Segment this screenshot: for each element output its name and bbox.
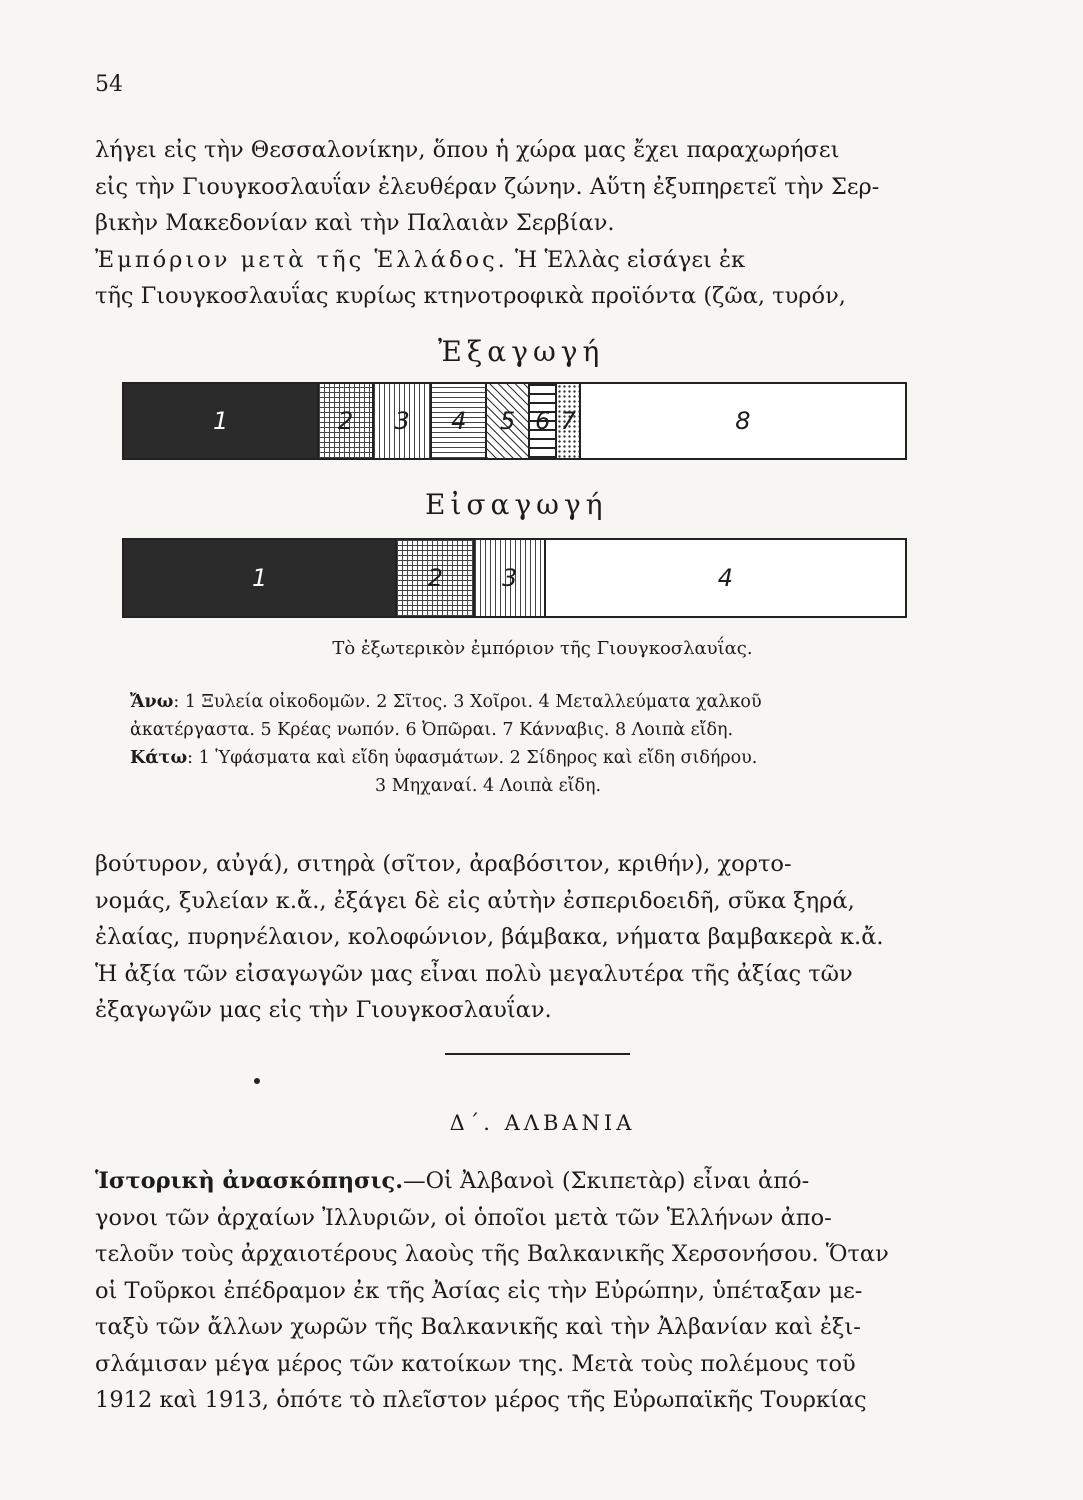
import-chart-title: Εἰσαγωγή <box>425 488 608 521</box>
text-line: γονοι τῶν ἀρχαίων Ἰλλυριῶν, οἱ ὁποῖοι μετὰ τῶν Ἑλλήνων ἀπο- <box>95 1204 832 1231</box>
history-paragraph <box>95 1163 990 1419</box>
history-line1-rest: —Οἱ Ἀλβανοὶ (Σκιπετὰρ) εἶναι ἀπό- <box>403 1168 810 1194</box>
import-segment-3 <box>475 540 545 616</box>
trade-heading: Ἐμπόριον μετὰ τῆς Ἑλλάδος. <box>95 246 508 273</box>
export-bar <box>122 382 907 460</box>
legend-up-text: : 1 Ξυλεία οἰκοδομῶν. 2 Σῖτος. 3 Χοῖροι. 4 Μεταλλεύματα χαλκοῦ <box>173 692 762 712</box>
text-line: λήγει εἰς τὴν Θεσσαλονίκην, ὅπου ἡ χώρα μας ἔχει παραχωρήσει <box>95 137 840 163</box>
import-segment-label: 1 <box>252 564 268 592</box>
import-segment-label: 3 <box>501 564 518 592</box>
export-segment-5 <box>487 384 530 458</box>
import-segment-1 <box>124 540 397 616</box>
text-line: ἐξαγωγῶν μας εἰς τὴν Γιουγκοσλαυΐαν. <box>95 997 552 1023</box>
text-line: ταξὺ τῶν ἄλλων χωρῶν τῆς Βαλκανικῆς καὶ τὴν Ἀλβανίαν καὶ ἐξι- <box>95 1314 861 1340</box>
export-segment-label: 4 <box>451 407 467 435</box>
import-segment-4 <box>546 540 905 616</box>
text-line: 1912 καὶ 1913, ὁπότε τὸ πλεῖστον μέρος τῆς Εὐρωπαϊκῆς Τουρκίας <box>95 1387 867 1413</box>
text-line: Ἡ ἀξία τῶν εἰσαγωγῶν μας εἶναι πολὺ μεγαλυτέρα τῆς ἀξίας τῶν <box>95 960 853 987</box>
export-chart-title: Ἐξαγωγή <box>438 335 605 368</box>
export-segment-1 <box>124 384 319 458</box>
export-segment-label: 5 <box>499 407 516 435</box>
text-line: εἰς τὴν Γιουγκοσλαυΐαν ἐλευθέραν ζώνην. Αὕτη ἐξυπηρετεῖ τὴν Σερ- <box>95 173 880 200</box>
export-segment-label: 2 <box>337 407 354 435</box>
export-segment-label: 1 <box>212 407 229 435</box>
text-line: βικὴν Μακεδονίαν καὶ τὴν Παλαιὰν Σερβίαν. <box>95 210 615 236</box>
chart-legend <box>130 688 930 800</box>
text-line: τῆς Γιουγκοσλαυΐας κυρίως κτηνοτροφικὰ προϊόντα (ζῶα, τυρόν, <box>95 283 846 309</box>
chart-caption: Τὸ ἐξωτερικὸν ἐμπόριον τῆς Γιουγκοσλαυΐας. <box>332 638 753 659</box>
export-segment-2 <box>319 384 374 458</box>
legend-up-line2: ἀκατέργαστα. 5 Κρέας νωπόν. 6 Ὀπῶραι. 7 Κάνναβις. 8 Λοιπὰ εἴδη. <box>130 720 734 740</box>
export-segment-8 <box>581 384 905 458</box>
import-bar <box>122 538 907 618</box>
export-segment-4 <box>432 384 487 458</box>
trade-line1-rest: Ἡ Ἑλλὰς εἰσάγει ἐκ <box>507 246 746 273</box>
export-segment-label: 8 <box>735 407 751 435</box>
text-line: νομάς, ξυλείαν κ.ἄ., ἐξάγει δὲ εἰς αὐτὴν ἐσπεριδοειδῆ, σῦκα ξηρά, <box>95 887 855 914</box>
legend-up-label: Ἄνω <box>130 692 174 712</box>
text-line <box>95 242 990 279</box>
export-segment-3 <box>374 384 433 458</box>
legend-up-line1 <box>130 688 930 716</box>
history-heading: Ἱστορικὴ ἀνασκόπησις. <box>95 1168 404 1194</box>
export-segment-label: 3 <box>394 407 410 435</box>
import-segment-label: 4 <box>717 564 733 592</box>
legend-down-label: Κάτω <box>130 748 188 768</box>
text-line: σλάμισαν μέγα μέρος τῶν κατοίκων της. Μετὰ τοὺς πολέμους τοῦ <box>95 1350 856 1377</box>
text-line: οἱ Τοῦρκοι ἐπέδραμον ἐκ τῆς Ἀσίας εἰς τὴν Εὐρώπην, ὑπέταξαν με- <box>95 1277 863 1304</box>
continued-paragraph <box>95 846 990 1029</box>
text-line: τελοῦν τοὺς ἀρχαιοτέρους λαοὺς τῆς Βαλκανικῆς Χερσονήσου. Ὅταν <box>95 1241 889 1267</box>
import-segment-label: 2 <box>427 564 444 592</box>
intro-paragraph <box>95 132 990 315</box>
export-segment-7 <box>557 384 580 458</box>
section-divider <box>445 1053 630 1055</box>
page-number: 54 <box>95 72 123 97</box>
text-line: βούτυρον, αὐγά), σιτηρὰ (σῖτον, ἀραβόσιτον, κριθήν), χορτο- <box>95 851 792 877</box>
legend-down-line2: 3 Μηχαναί. 4 Λοιπὰ εἴδη. <box>375 776 602 796</box>
export-segment-6 <box>530 384 557 458</box>
text-line: ἐλαίας, πυρηνέλαιον, κολοφώνιον, βάμβακα, νήματα βαμβακερὰ κ.ἄ. <box>95 924 884 950</box>
section-title: Δ΄. ΑΛΒΑΝΙΑ <box>449 1111 636 1135</box>
import-segment-2 <box>397 540 475 616</box>
legend-down-text: : 1 Ὑφάσματα καὶ εἴδη ὑφασμάτων. 2 Σίδηρος καὶ εἴδη σιδήρου. <box>187 748 758 768</box>
text-line <box>95 1163 990 1200</box>
export-segment-label: 7 <box>560 407 576 435</box>
export-segment-label: 6 <box>535 407 551 435</box>
ink-dot <box>254 1078 260 1084</box>
legend-down-line1 <box>130 744 930 772</box>
